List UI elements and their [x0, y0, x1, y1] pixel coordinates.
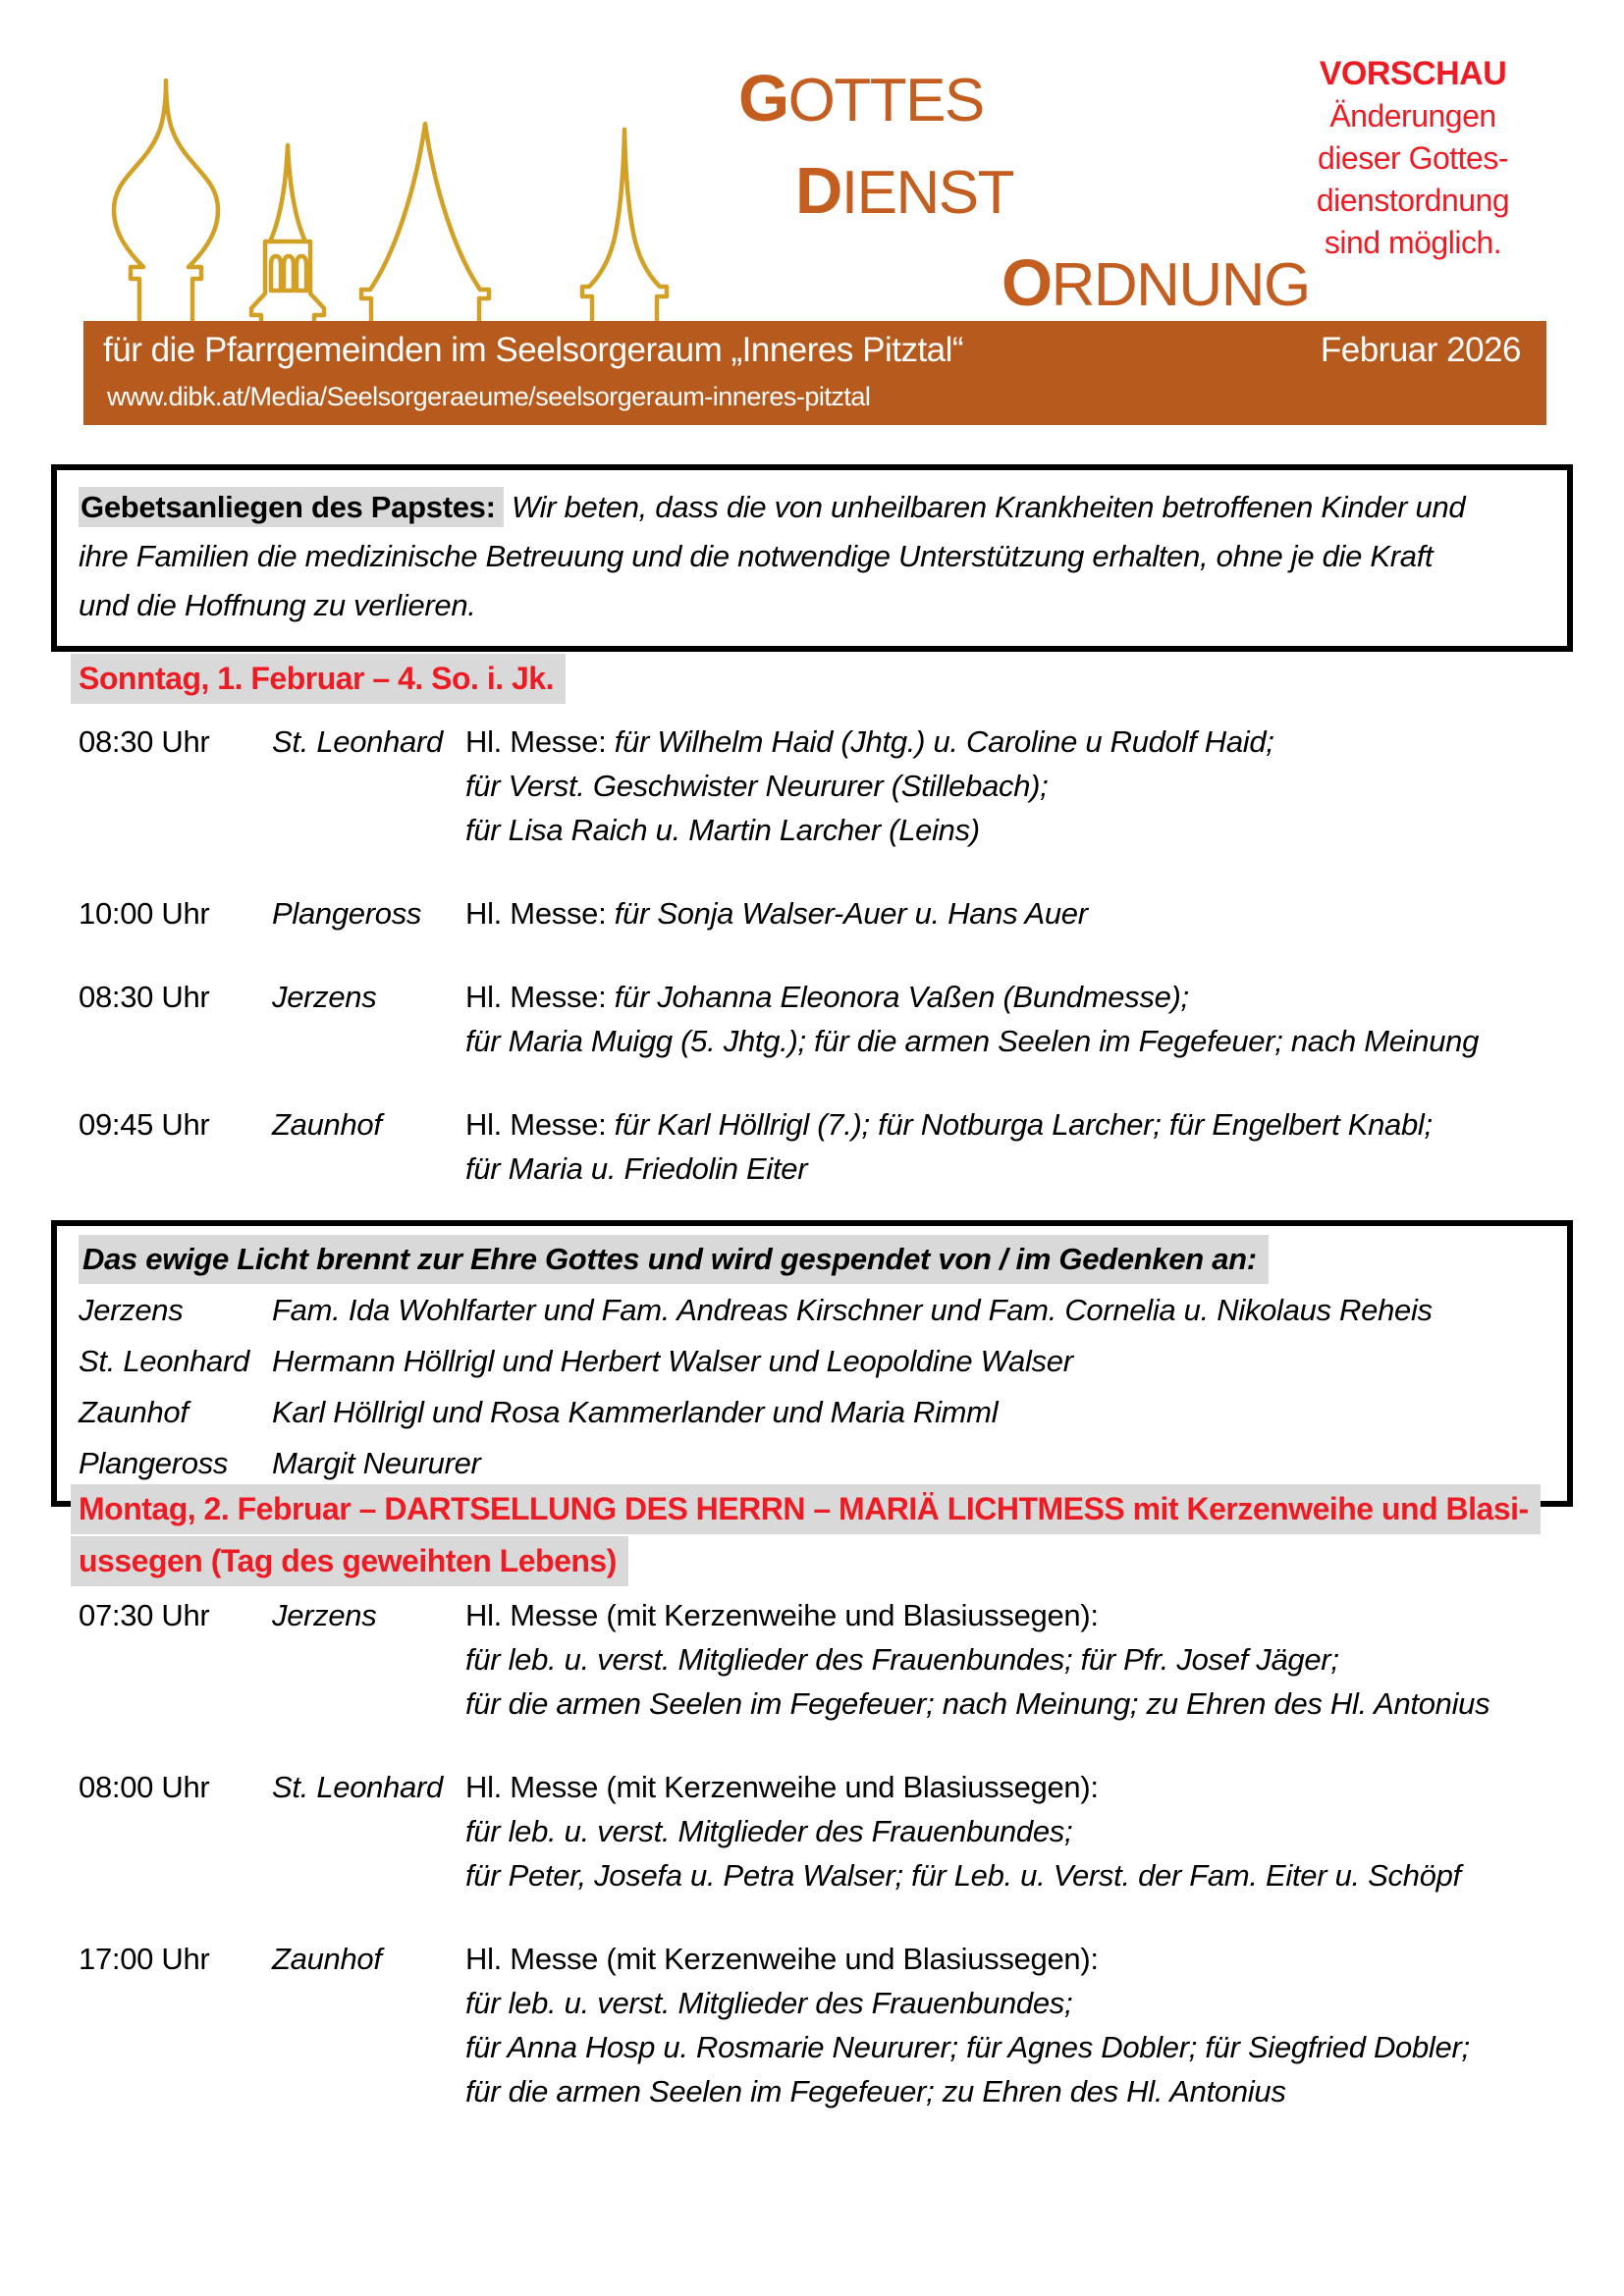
entry-time: 17:00 Uhr: [79, 1942, 210, 1976]
mass-intentions-line: für Anna Hosp u. Rosmarie Neururer; für Agnes Dobler; für Siegfried Dobler;: [465, 2030, 1470, 2064]
title-rest: RDNUNG: [1051, 251, 1310, 319]
preview-notice-heading: VORSCHAU: [1319, 55, 1507, 92]
eternal-light-box: [51, 1220, 1573, 1507]
entry-place: Jerzens: [272, 1598, 377, 1632]
mass-intentions-line: für leb. u. verst. Mitglieder des Frauenbundes;: [465, 1814, 1073, 1848]
row-names: Hermann Höllrigl und Herbert Walser und Leopoldine Walser: [272, 1344, 1073, 1378]
row-names: Karl Höllrigl und Rosa Kammerlander und Maria Rimml: [272, 1395, 999, 1429]
entry-description: [465, 1765, 1573, 1897]
entry-place: St. Leonhard: [272, 1770, 443, 1804]
prayer-text: Wir beten, dass die von unheilbaren Krankheiten betroffenen Kinder und: [511, 490, 1466, 524]
broad-spire-tower: [361, 124, 489, 324]
church-skyline-graphic: [77, 73, 710, 324]
mass-lead: Hl. Messe:: [465, 980, 607, 1014]
mass-line: [465, 891, 1573, 935]
mass-intentions: für Johanna Eleonora Vaßen (Bundmesse);: [614, 980, 1189, 1014]
schedule-entry: [79, 1937, 1573, 2113]
sunday-entries: [79, 720, 1573, 1191]
banner-audience: für die Pfarrgemeinden im Seelsorgeraum „Inneres Pitztal“: [103, 331, 964, 369]
belfry-windows: [271, 256, 306, 291]
schedule-entry: [79, 975, 1573, 1063]
monday-entries: [79, 1593, 1573, 2113]
preview-notice-line: dieser Gottes-: [1318, 140, 1508, 176]
mass-intentions-line: für leb. u. verst. Mitglieder des Frauenbundes;: [465, 1986, 1073, 2020]
mass-lead: Hl. Messe (mit Kerzenweihe und Blasiussegen):: [465, 1770, 1099, 1804]
row-place: Jerzens: [79, 1293, 184, 1327]
entry-time: 08:30 Uhr: [79, 980, 210, 1014]
monday-heading-line: ussegen (Tag des geweihten Lebens): [71, 1536, 628, 1586]
monday-heading-line: Montag, 2. Februar – DARTSELLUNG DES HERRN – MARIÄ LICHTMESS mit Kerzenweihe und Blasi-: [71, 1484, 1541, 1534]
mass-intentions: für Karl Höllrigl (7.); für Notburga Larcher; für Engelbert Knabl;: [614, 1107, 1433, 1142]
title-initial: G: [738, 62, 788, 135]
row-place: St. Leonhard: [79, 1344, 249, 1378]
mass-line: [465, 720, 1573, 764]
onion-dome-tower: [114, 80, 218, 324]
row-names: Fam. Ida Wohlfarter und Fam. Andreas Kirschner und Fam. Cornelia u. Nikolaus Reheis: [272, 1293, 1433, 1327]
entry-place: Jerzens: [272, 980, 377, 1014]
row-place: Plangeross: [79, 1446, 229, 1480]
schedule-entry: [79, 720, 1573, 852]
header-banner: [83, 321, 1546, 425]
entry-time: 08:30 Uhr: [79, 724, 210, 759]
eternal-light-row: [79, 1336, 1547, 1387]
mass-intentions-line: für Maria u. Friedolin Eiter: [465, 1151, 808, 1186]
section-heading-sunday: Sonntag, 1. Februar – 4. So. i. Jk.: [71, 654, 566, 704]
preview-notice-line: Änderungen: [1329, 98, 1496, 133]
entry-place: Zaunhof: [272, 1942, 382, 1976]
entry-time: 07:30 Uhr: [79, 1598, 210, 1632]
mass-intentions-line: für die armen Seelen im Fegefeuer; zu Ehren des Hl. Antonius: [465, 2074, 1286, 2109]
schedule-entry: [79, 1765, 1573, 1897]
belfry-walls: [251, 241, 324, 324]
prayer-line: und die Hoffnung zu verlieren.: [79, 588, 476, 622]
entry-time: 09:45 Uhr: [79, 1107, 210, 1142]
preview-notice: [1306, 53, 1520, 264]
preview-notice-line: dienstordnung: [1316, 183, 1510, 218]
slim-spire-tower: [582, 130, 667, 324]
banner-url: www.dibk.at/Media/Seelsorgeraeume/seelsorgeraum-inneres-pitztal: [107, 382, 871, 411]
entry-time: 10:00 Uhr: [79, 896, 210, 931]
title-rest: IENST: [840, 159, 1013, 227]
mass-lead: Hl. Messe (mit Kerzenweihe und Blasiussegen):: [465, 1598, 1099, 1632]
preview-notice-line: sind möglich.: [1324, 225, 1502, 260]
mass-lead: Hl. Messe:: [465, 896, 607, 931]
entry-description: [465, 720, 1573, 852]
title-line-ordnung: [1001, 238, 1310, 330]
entry-description: [465, 1937, 1573, 2113]
mass-intentions-line: für die armen Seelen im Fegefeuer; nach Meinung; zu Ehren des Hl. Antonius: [465, 1686, 1490, 1721]
entry-description: [465, 1102, 1573, 1191]
prayer-line: ihre Familien die medizinische Betreuung und die notwendige Unterstützung erhalten, ohne je die Kraft: [79, 539, 1434, 573]
mass-intentions: für Sonja Walser-Auer u. Hans Auer: [614, 896, 1088, 931]
title-initial: D: [795, 154, 841, 228]
row-names: Margit Neururer: [272, 1446, 481, 1480]
mass-intentions-line: für Peter, Josefa u. Petra Walser; für Leb. u. Verst. der Fam. Eiter u. Schöpf: [465, 1858, 1461, 1893]
entry-place: St. Leonhard: [272, 724, 443, 759]
mass-lead: Hl. Messe:: [465, 1107, 607, 1142]
mass-lead: Hl. Messe (mit Kerzenweihe und Blasiussegen):: [465, 1942, 1099, 1976]
title-rest: OTTES: [787, 67, 984, 134]
entry-time: 08:00 Uhr: [79, 1770, 210, 1804]
mass-line: [465, 1102, 1573, 1147]
schedule-entry: [79, 891, 1573, 935]
schedule-entry: [79, 1593, 1573, 1726]
entry-place: Zaunhof: [272, 1107, 382, 1142]
mass-intentions-line: für leb. u. verst. Mitglieder des Frauenbundes; für Pfr. Josef Jäger;: [465, 1642, 1339, 1677]
mass-intentions-line: für Verst. Geschwister Neururer (Stillebach);: [465, 769, 1049, 803]
section-heading-monday: [71, 1484, 1573, 1586]
entry-description: [465, 891, 1573, 935]
section-sunday: [71, 654, 1573, 1230]
row-place: Zaunhof: [79, 1395, 189, 1429]
prayer-line: [79, 483, 1547, 532]
eternal-light-row: [79, 1438, 1547, 1489]
title-line-gottes: [738, 53, 1310, 145]
section-monday: [71, 1484, 1573, 2153]
mass-intentions: für Wilhelm Haid (Jhtg.) u. Caroline u Rudolf Haid;: [614, 724, 1274, 759]
mass-intentions-line: für Lisa Raich u. Martin Larcher (Leins): [465, 813, 980, 847]
entry-description: [465, 1593, 1573, 1726]
mass-lead: Hl. Messe:: [465, 724, 607, 759]
needle-spire-tower: [270, 145, 305, 241]
entry-place: Plangeross: [272, 896, 422, 931]
banner-month: Februar 2026: [1320, 331, 1521, 369]
mass-line: [465, 975, 1573, 1019]
entry-description: [465, 975, 1573, 1063]
schedule-entry: [79, 1102, 1573, 1191]
eternal-light-heading: Das ewige Licht brennt zur Ehre Gottes und wird gespendet von / im Gedenken an:: [79, 1235, 1269, 1284]
prayer-label: Gebetsanliegen des Papstes:: [79, 487, 504, 527]
mass-intentions-line: für Maria Muigg (5. Jhtg.); für die armen Seelen im Fegefeuer; nach Meinung: [465, 1024, 1480, 1058]
title-initial: O: [1001, 246, 1052, 320]
prayer-intention-box: [51, 464, 1573, 652]
eternal-light-row: [79, 1387, 1547, 1438]
eternal-light-row: [79, 1285, 1547, 1336]
title-line-dienst: [795, 145, 1310, 238]
page-title: [738, 53, 1310, 330]
